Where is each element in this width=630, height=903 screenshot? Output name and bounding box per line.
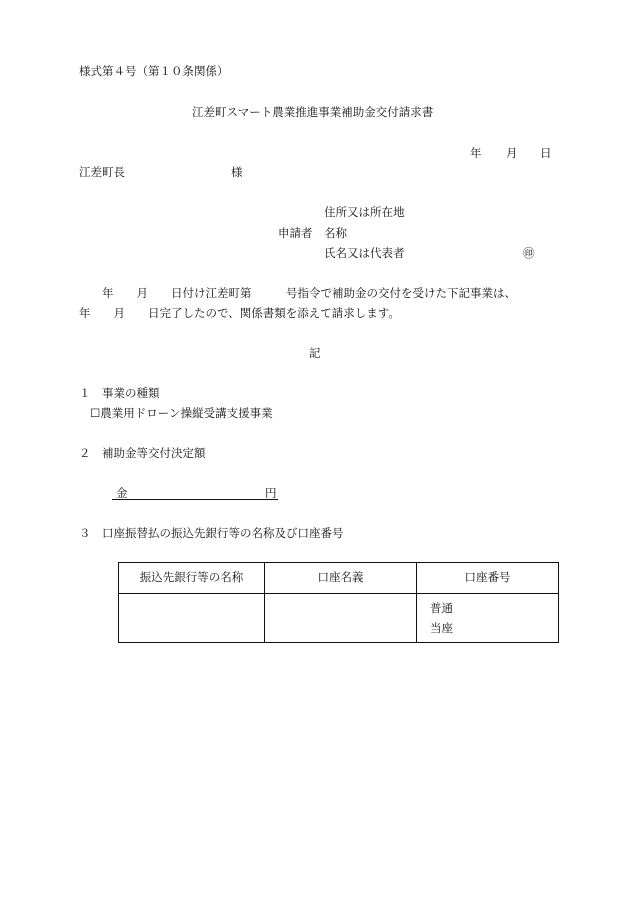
table-header-row [119,563,559,594]
date-month-label: 月 [506,146,518,160]
seal-mark: ㊞ [523,246,535,260]
applicant-label: 申請者 [278,226,313,240]
addressee-honorific: 様 [231,165,243,179]
applicant-representative-label: 氏名又は代表者 [324,246,405,260]
body-line-2: 年 月 日完了したので、関係書類を添えて請求します。 [79,306,400,320]
applicant-name-field[interactable] [354,226,550,240]
account-number-cell[interactable] [417,594,559,643]
section-3-heading: ３ 口座振替払の振込先銀行等の名称及び口座番号 [79,526,344,540]
section-2-heading: ２ 補助金等交付決定額 [79,446,206,460]
bank-name-header: 振込先銀行等の名称 [119,563,265,594]
section-1-heading: １ 事業の種類 [79,386,160,400]
addressee-blank-field[interactable] [128,165,228,179]
applicant-address-label: 住所又は所在地 [324,205,405,219]
ki-heading: 記 [309,346,321,360]
date-year-label: 年 [470,146,482,160]
bank-name-cell[interactable] [119,594,265,643]
addressee-name: 江差町長 [79,165,125,179]
account-holder-cell[interactable] [265,594,417,643]
applicant-name-label: 名称 [324,226,347,240]
account-number-header: 口座番号 [417,563,559,594]
applicant-address-field[interactable] [410,205,550,219]
date-day-label: 日 [540,146,552,160]
applicant-representative-field[interactable] [410,246,520,260]
form-number: 様式第４号（第１０条関係） [79,64,229,78]
amount-field[interactable] [130,486,264,500]
table-row [119,594,559,643]
project-type-checkbox[interactable]: ☐農業用ドローン操縦受講支援事業 [90,406,273,420]
account-type-ordinary: 普通 [430,601,453,615]
body-line-1: 年 月 日付け江差町第 号指令で補助金の交付を受けた下記事業は、 [79,286,516,300]
account-holder-header: 口座名義 [265,563,417,594]
bank-account-table [118,562,559,643]
amount-underline [112,499,278,500]
document-title: 江差町スマート農業推進事業補助金交付請求書 [192,105,434,119]
amount-prefix: 金 [116,486,128,500]
amount-suffix: 円 [265,486,277,500]
account-type-current: 当座 [430,621,453,635]
